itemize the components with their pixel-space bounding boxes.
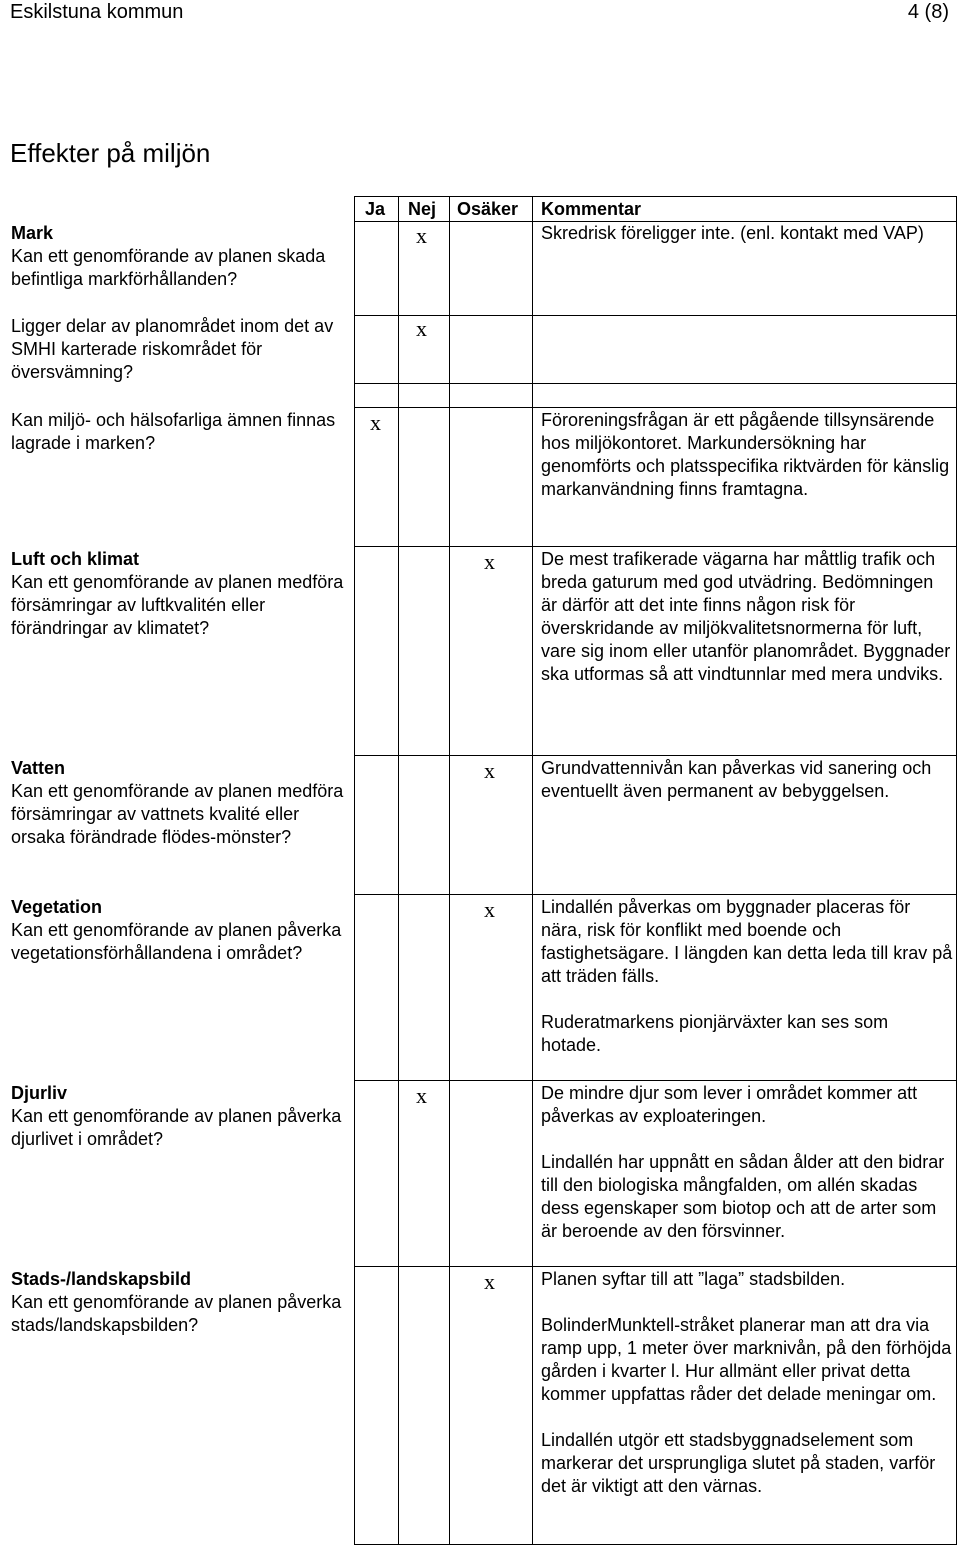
comment-vegetation xyxy=(541,896,953,1057)
answer-mark-nej: x xyxy=(416,316,427,341)
question-flooding xyxy=(11,315,351,384)
grid-line xyxy=(354,1080,957,1081)
comment-contamination xyxy=(541,409,953,501)
grid-line xyxy=(354,1266,957,1267)
comment-water xyxy=(541,757,953,803)
grid-line xyxy=(354,894,957,895)
comment-text: Föroreningsfrågan är ett pågående tillsynsärende hos miljökontoret. Markundersökning har genomförts och platsspecifika riktvärden för känslig markanvändning finns framtagna. xyxy=(541,410,950,499)
grid-line xyxy=(956,196,957,1545)
comment-text: Lindallén har uppnått en sådan ålder att den bidrar till den biologiska mångfalden, om allén skadas dess egenskaper som biotop och att de arter som är beroende av den försvinner. xyxy=(541,1152,945,1241)
row-heading: Luft och klimat xyxy=(11,549,140,569)
column-header-kommentar: Kommentar xyxy=(541,199,642,219)
row-heading: Mark xyxy=(11,223,54,243)
page-number: 4 (8) xyxy=(907,1,949,23)
grid-line xyxy=(449,196,450,1545)
comment-text: BolinderMunktell-stråket planerar man att dra via ramp upp, 1 meter över marknivån, på den förhöjda gården i kvarter l. Hur allmänt eller privat detta kommer uppfattas råder det delade meningar om. xyxy=(541,1315,952,1404)
question-mark xyxy=(11,222,351,291)
column-header-ja: Ja xyxy=(365,199,386,219)
comment-text: Skredrisk föreligger inte. (enl. kontakt med VAP) xyxy=(541,223,924,243)
answer-mark-nej: x xyxy=(416,223,427,248)
grid-line xyxy=(354,196,957,197)
column-header-nej: Nej xyxy=(408,199,437,219)
comment-text: Grundvattennivån kan påverkas vid sanering och eventuellt även permanent av bebyggelsen. xyxy=(541,758,932,801)
comment-text: Planen syftar till att ”laga” stadsbilden. xyxy=(541,1269,846,1289)
question-air-climate xyxy=(11,548,351,640)
grid-line xyxy=(354,755,957,756)
organization-name: Eskilstuna kommun xyxy=(10,1,184,23)
comment-text: Lindallén utgör ett stadsbyggnadselement som markerar det ursprungliga slutet på staden, varför det är viktigt att den värnas. xyxy=(541,1430,936,1496)
answer-mark-nej: x xyxy=(416,1083,427,1108)
comment-air-climate xyxy=(541,548,953,686)
answer-mark-ja: x xyxy=(370,410,381,435)
grid-line xyxy=(354,196,355,1545)
comment-text: Ruderatmarkens pionjärväxter kan ses som hotade. xyxy=(541,1012,889,1055)
row-question: Kan ett genomförande av planen påverka vegetationsförhållandena i området? xyxy=(11,920,342,963)
row-heading: Djurliv xyxy=(11,1083,68,1103)
comment-townscape xyxy=(541,1268,953,1498)
grid-line xyxy=(354,1544,957,1545)
comment-wildlife xyxy=(541,1082,953,1243)
question-townscape xyxy=(11,1268,351,1337)
row-question: Kan ett genomförande av planen medföra försämringar av luftkvalitén eller förändringar av klimatet? xyxy=(11,572,344,638)
grid-line xyxy=(354,407,957,408)
question-water xyxy=(11,757,351,849)
answer-mark-osaker: x xyxy=(484,1269,495,1294)
column-header-osaker: Osäker xyxy=(457,199,519,219)
row-question: Kan ett genomförande av planen påverka stads/landskapsbilden? xyxy=(11,1292,342,1335)
answer-mark-osaker: x xyxy=(484,758,495,783)
row-heading: Vegetation xyxy=(11,897,103,917)
row-question: Kan ett genomförande av planen medföra försämringar av vattnets kvalité eller orsaka förändrade flödes-mönster? xyxy=(11,781,344,847)
grid-line xyxy=(532,196,533,1545)
row-question: Kan miljö- och hälsofarliga ämnen finnas lagrade i marken? xyxy=(11,410,336,453)
question-wildlife xyxy=(11,1082,351,1151)
grid-line xyxy=(354,315,957,316)
row-heading: Stads-/landskapsbild xyxy=(11,1269,192,1289)
row-heading: Vatten xyxy=(11,758,66,778)
grid-line xyxy=(398,196,399,1545)
grid-line xyxy=(354,546,957,547)
comment-text: De mest trafikerade vägarna har måttlig trafik och breda gaturum med god utvädring. Bedömningen är därför att det inte finns någon risk för överskridande av miljökvalitetsnormerna för luft, vare sig inom eller utanför planområdet. Byggnader ska utformas så att vindtunnlar med mera undviks. xyxy=(541,549,951,684)
question-contamination xyxy=(11,409,351,455)
section-title: Effekter på miljön xyxy=(10,138,211,168)
row-question: Kan ett genomförande av planen skada befintliga markförhållanden? xyxy=(11,246,326,289)
answer-mark-osaker: x xyxy=(484,897,495,922)
row-question: Kan ett genomförande av planen påverka djurlivet i området? xyxy=(11,1106,342,1149)
comment-mark xyxy=(541,222,953,245)
answer-mark-osaker: x xyxy=(484,549,495,574)
row-question: Ligger delar av planområdet inom det av SMHI karterade riskområdet för översvämning? xyxy=(11,316,334,382)
comment-text: De mindre djur som lever i området kommer att påverkas av exploateringen. xyxy=(541,1083,918,1126)
comment-text: Lindallén påverkas om byggnader placeras för nära, risk för konflikt med boende och fastighetsägare. I längden kan detta leda till krav på att träden fälls. xyxy=(541,897,953,986)
question-vegetation xyxy=(11,896,351,965)
grid-line xyxy=(354,383,957,384)
